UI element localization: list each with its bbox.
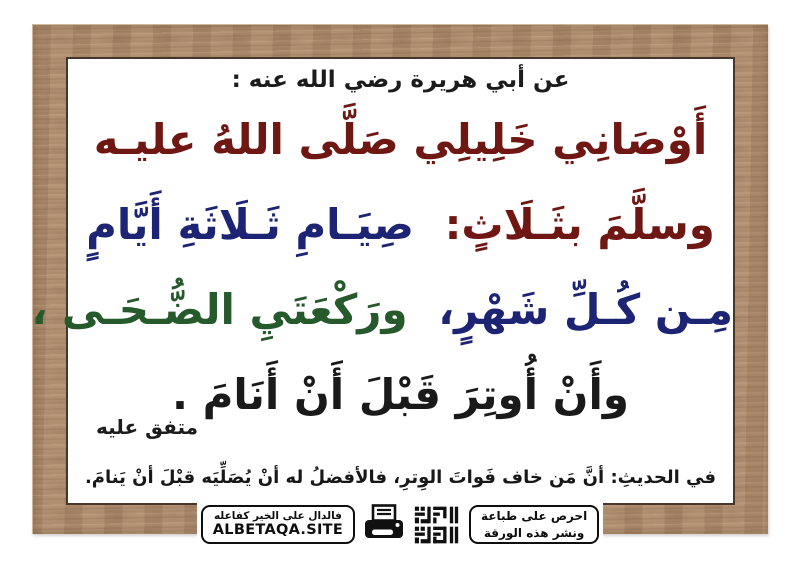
wooden-frame: [32, 24, 768, 534]
site-url: ALBETAQA.SITE: [212, 522, 344, 539]
print-encourage-badge: [469, 505, 599, 544]
site-badge: [201, 505, 355, 544]
narrator-line: عن أبي هريرة رضي الله عنه :: [231, 67, 570, 93]
hadith-line2-navy-text: صِيَـامِ ثَـلَاثَةِ أَيَّامٍ: [86, 200, 414, 249]
hadith-text-block: [31, 97, 733, 437]
hadith-line-2: [68, 182, 733, 267]
print-line-2: ونشر هذه الورقة: [483, 525, 585, 540]
footer-bar: [197, 501, 603, 548]
hadith-line3-green-text: ورَكْعَتَيِ الضُّـحَـى ،: [31, 285, 408, 334]
hadith-line-1: [68, 97, 733, 182]
hadith-line-3: [31, 267, 733, 352]
attribution-label: متفق عليه: [96, 415, 199, 439]
hadith-line2-maroon-text: وسلَّمَ بثَـلَاثٍ:: [444, 200, 715, 249]
site-slogan: فالدال على الخير كفاعله: [213, 509, 342, 522]
commentary-line: في الحديثِ: أنَّ مَن خاف فَواتَ الوِترِ، فالأفضلُ له أنْ يُصَلِّيَه قبْلَ أنْ يَنامَ.: [84, 467, 717, 488]
card-panel: [31, 57, 735, 505]
albetaqa-kufic-logo: [413, 505, 460, 545]
printer-icon: [364, 504, 404, 546]
hadith-line1-text: أَوْصَانِي خَلِيلِي صَلَّى اللهُ عليـه: [93, 115, 708, 164]
print-line-1: احرص على طباعة: [481, 509, 588, 524]
hadith-line4-text: وأَنْ أُوتِرَ قَبْلَ أَنْ أَنَامَ .: [172, 370, 629, 419]
hadith-line3-navy-text: مِـن كُـلِّ شَهْرٍ،: [438, 285, 733, 334]
